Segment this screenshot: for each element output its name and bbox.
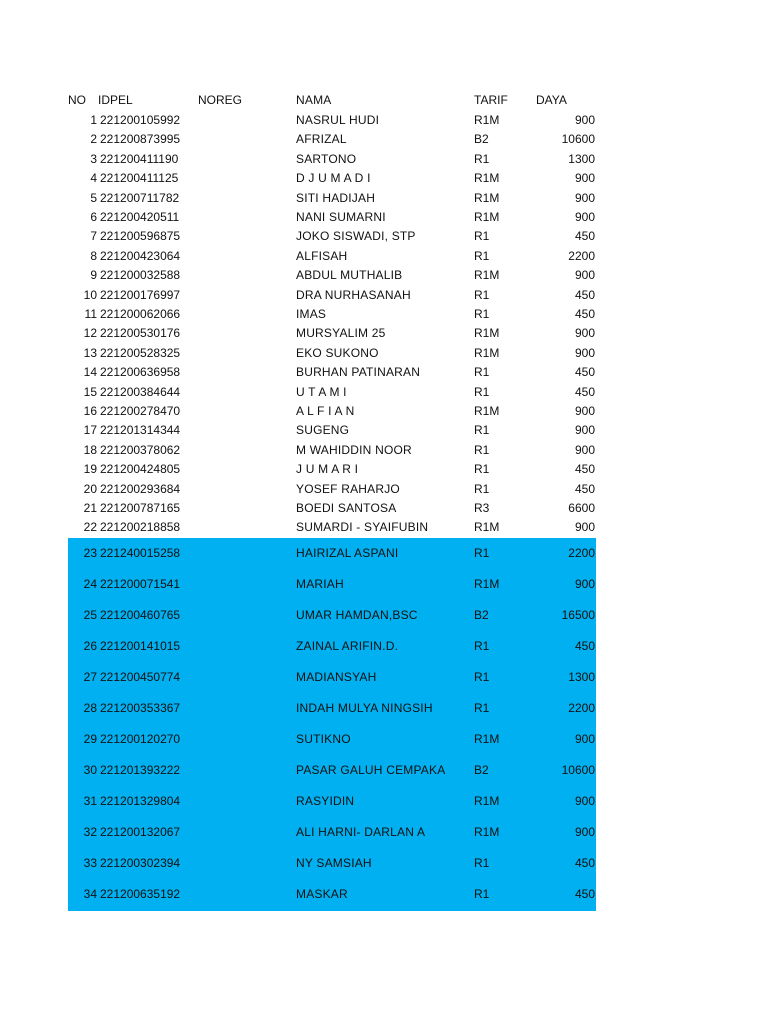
row-tarif: R1 [474,481,490,496]
row-nama: RASYIDIN [296,794,355,808]
row-no: 28 [83,701,97,715]
table-row [0,384,768,400]
row-daya: 450 [574,384,595,399]
row-idpel: 221200141015 [100,639,181,653]
row-tarif: R1 [474,670,490,684]
row-daya: 900 [574,404,595,418]
row-tarif: R3 [474,501,490,515]
table-row [0,267,768,283]
row-tarif: R1M [474,210,500,224]
row-daya: 450 [574,639,595,653]
row-daya: 450 [574,887,595,901]
row-daya: 450 [574,287,595,302]
table-row [0,638,768,654]
header-idpel: IDPEL [98,93,133,107]
row-tarif: B2 [474,608,489,622]
row-daya: 10600 [561,763,595,777]
row-daya: 6600 [568,501,595,515]
row-nama: SUGENG [296,423,350,438]
row-tarif: R1 [474,856,490,870]
row-tarif: B2 [474,763,489,777]
row-idpel: 221200278470 [100,404,181,418]
row-idpel: 221200787165 [100,501,181,515]
row-idpel: 221200873995 [100,132,181,147]
row-tarif: R1M [474,171,500,186]
row-idpel: 221200293684 [100,481,181,496]
row-nama: MARIAH [296,577,344,591]
row-tarif: R1M [474,268,500,283]
row-idpel: 221200635192 [100,887,181,901]
row-idpel: 221240015258 [100,546,181,560]
table-row [0,306,768,322]
row-tarif: R1 [474,701,490,715]
row-no: 2 [90,132,97,147]
table-row [0,500,768,516]
row-no: 24 [83,577,97,591]
row-no: 11 [84,307,97,321]
table-row [0,403,768,419]
row-no: 6 [90,210,97,224]
row-nama: JOKO SISWADI, STP [296,229,416,244]
row-tarif: R1M [474,326,500,341]
header-noreg: NOREG [198,93,243,107]
row-nama: MASKAR [296,887,348,901]
row-no: 21 [83,501,97,515]
row-no: 29 [83,732,97,746]
row-nama: HAIRIZAL ASPANI [296,546,399,560]
row-daya: 900 [574,326,595,341]
table-row [0,731,768,747]
table-row [0,422,768,438]
row-daya: 900 [574,171,595,186]
row-no: 18 [83,442,97,457]
row-daya: 900 [574,825,595,839]
row-no: 20 [83,481,97,496]
row-nama: ZAINAL ARIFIN.D. [296,639,399,653]
row-nama: UMAR HAMDAN,BSC [296,608,418,622]
row-no: 26 [83,639,97,653]
row-tarif: R1 [474,462,490,477]
row-nama: U T A M I [296,384,347,399]
row-daya: 900 [574,423,595,438]
row-daya: 2200 [568,248,595,263]
row-no: 17 [83,423,97,438]
row-nama: MADIANSYAH [296,670,377,684]
row-nama: D J U M A D I [296,171,371,186]
row-daya: 1300 [568,151,595,166]
row-no: 33 [83,856,97,870]
row-daya: 900 [574,442,595,457]
table-row [0,209,768,225]
row-nama: BURHAN PATINARAN [296,365,421,380]
row-daya: 450 [574,365,595,380]
row-nama: NY SAMSIAH [296,856,372,870]
row-daya: 900 [574,520,595,535]
row-nama: SUMARDI - SYAIFUBIN [296,520,429,535]
row-idpel: 221200460765 [100,608,181,622]
row-daya: 450 [574,481,595,496]
row-tarif: R1M [474,732,500,746]
table-row [0,461,768,477]
table-row [0,607,768,623]
row-nama: ALFISAH [296,248,348,263]
row-daya: 2200 [568,701,595,715]
row-tarif: R1 [474,229,490,244]
table-row [0,248,768,264]
row-no: 22 [83,520,97,535]
row-idpel: 221201393222 [100,763,181,777]
row-no: 3 [90,151,97,166]
row-idpel: 221200071541 [100,577,181,591]
row-nama: M WAHIDDIN NOOR [296,442,412,457]
row-daya: 450 [574,462,595,477]
row-idpel: 221200411125 [100,171,179,186]
row-daya: 900 [574,113,595,127]
row-idpel: 221200711782 [100,190,180,205]
row-tarif: R1 [474,546,490,560]
table-row [0,345,768,361]
table-row [0,824,768,840]
row-no: 10 [83,287,97,302]
table-row [0,855,768,871]
row-idpel: 221201329804 [100,794,181,808]
row-tarif: R1M [474,190,500,205]
row-tarif: R1 [474,442,490,457]
row-tarif: R1M [474,404,500,418]
table-row [0,228,768,244]
table-row [0,519,768,535]
table-row [0,131,768,147]
header-no: NO [68,93,86,107]
row-tarif: R1M [474,825,500,839]
row-daya: 900 [574,210,595,224]
row-nama: INDAH MULYA NINGSIH [296,701,433,715]
row-idpel: 221200353367 [100,701,181,715]
row-daya: 1300 [568,670,595,684]
table-row [0,700,768,716]
row-daya: 450 [574,307,595,321]
row-no: 23 [83,546,97,560]
row-idpel: 221200450774 [100,670,181,684]
row-nama: ALI HARNI- DARLAN A [296,825,426,839]
row-tarif: R1 [474,423,490,438]
row-idpel: 221200378062 [100,442,181,457]
header-nama: NAMA [296,93,332,107]
row-daya: 450 [574,856,595,870]
table-row [0,545,768,561]
row-tarif: R1 [474,287,490,302]
row-tarif: R1 [474,365,490,380]
row-nama: IMAS [296,307,327,321]
row-nama: NASRUL HUDI [296,113,380,127]
row-no: 34 [83,887,97,901]
row-daya: 900 [574,794,595,808]
row-tarif: R1M [474,345,500,360]
row-daya: 2200 [568,546,595,560]
row-daya: 10600 [561,132,595,147]
row-no: 13 [83,345,97,360]
row-tarif: R1 [474,248,490,263]
row-daya: 900 [574,577,595,591]
row-daya: 16500 [561,608,595,622]
row-daya: 900 [574,190,595,205]
row-nama: SUTIKNO [296,732,351,746]
table-header [0,92,768,108]
table-row [0,112,768,128]
table-row [0,669,768,685]
table-row [0,576,768,592]
table-row [0,325,768,341]
row-idpel: 221200120270 [100,732,181,746]
header-daya: DAYA [536,93,567,107]
row-no: 30 [83,763,97,777]
row-daya: 900 [574,268,595,283]
row-nama: ABDUL MUTHALIB [296,268,403,283]
row-nama: PASAR GALUH CEMPAKA [296,763,446,777]
row-no: 16 [83,404,97,418]
table-row [0,190,768,206]
row-idpel: 221201314344 [100,423,181,438]
row-no: 7 [90,229,97,244]
row-idpel: 221200302394 [100,856,181,870]
row-idpel: 221200105992 [100,113,181,127]
row-nama: YOSEF RAHARJO [296,481,400,496]
table-row [0,762,768,778]
row-idpel: 221200528325 [100,345,181,360]
row-no: 9 [90,268,97,283]
row-tarif: R1 [474,887,490,901]
row-idpel: 221200032588 [100,268,181,283]
row-no: 14 [83,365,97,380]
row-no: 19 [83,462,97,477]
row-tarif: R1 [474,384,490,399]
row-no: 8 [90,248,97,263]
row-tarif: B2 [474,132,489,147]
table-row [0,481,768,497]
table-row [0,287,768,303]
row-idpel: 221200132067 [100,825,181,839]
row-idpel: 221200424805 [100,462,181,477]
row-nama: AFRIZAL [296,132,347,147]
row-idpel: 221200420511 [100,210,180,224]
row-idpel: 221200384644 [100,384,181,399]
row-tarif: R1 [474,639,490,653]
row-no: 15 [83,384,97,399]
row-idpel: 221200596875 [100,229,181,244]
row-tarif: R1 [474,151,490,166]
row-no: 1 [90,113,97,127]
row-nama: J U M A R I [296,462,359,477]
row-no: 32 [83,825,97,839]
row-idpel: 221200411190 [100,151,179,166]
row-nama: EKO SUKONO [296,345,379,360]
table-row [0,886,768,902]
row-tarif: R1 [474,307,490,321]
row-no: 31 [83,794,97,808]
row-idpel: 221200530176 [100,326,181,341]
row-tarif: R1M [474,577,500,591]
row-nama: SARTONO [296,151,357,166]
table-row [0,364,768,380]
row-daya: 900 [574,345,595,360]
table-row [0,151,768,167]
table-row [0,442,768,458]
row-tarif: R1M [474,113,500,127]
table-row [0,170,768,186]
row-idpel: 221200176997 [100,287,181,302]
row-tarif: R1M [474,794,500,808]
row-daya: 900 [574,732,595,746]
row-tarif: R1M [474,520,500,535]
row-no: 25 [83,608,97,622]
row-daya: 450 [574,229,595,244]
row-nama: DRA NURHASANAH [296,287,411,302]
row-no: 5 [90,190,97,205]
row-nama: MURSYALIM 25 [296,326,386,341]
row-nama: NANI SUMARNI [296,210,386,224]
row-no: 27 [83,670,97,684]
row-nama: SITI HADIJAH [296,190,376,205]
row-idpel: 221200218858 [100,520,181,535]
table-row [0,793,768,809]
row-nama: BOEDI SANTOSA [296,501,397,515]
row-no: 4 [90,171,97,186]
row-no: 12 [83,326,97,341]
row-idpel: 221200636958 [100,365,181,380]
row-nama: A L F I A N [296,404,355,418]
row-idpel: 221200062066 [100,307,181,321]
header-tarif: TARIF [474,93,508,107]
row-idpel: 221200423064 [100,248,181,263]
